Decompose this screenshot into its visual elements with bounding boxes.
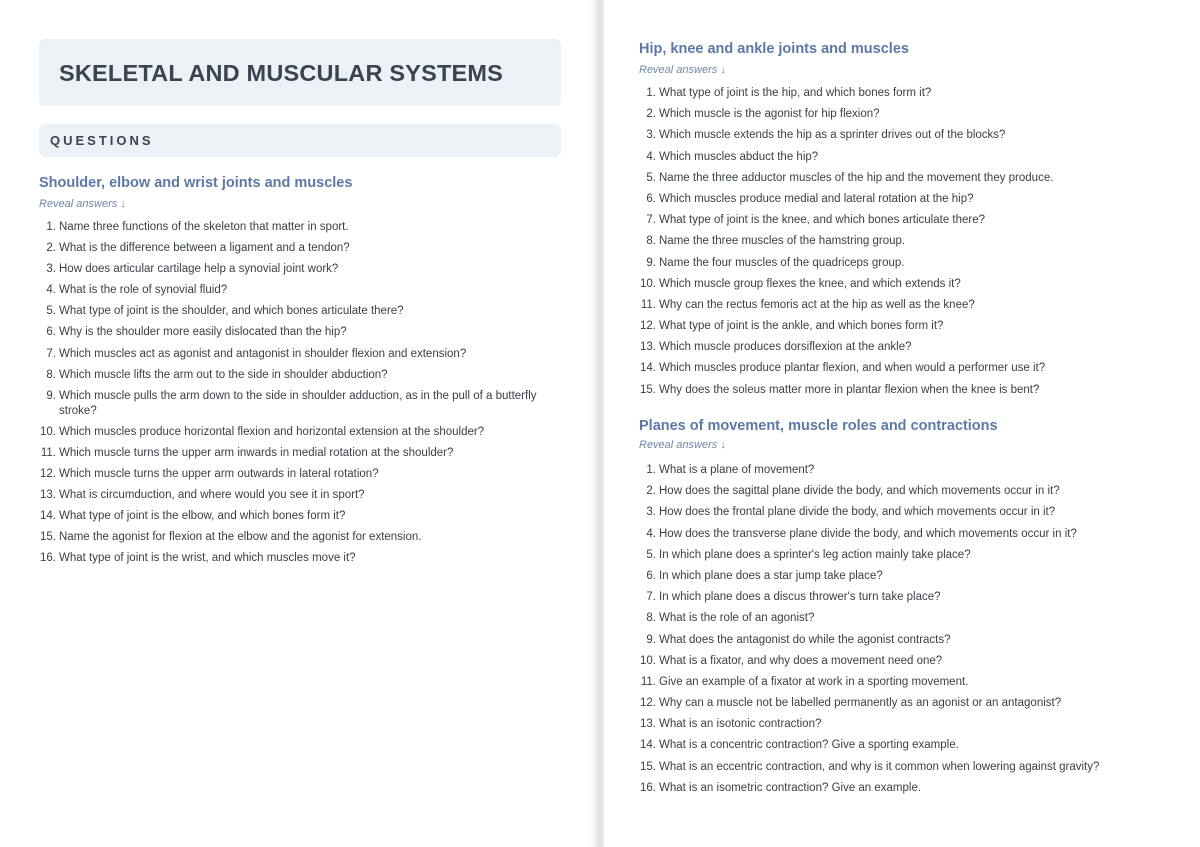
question-item — [639, 383, 1179, 398]
question-number: 9. — [46, 389, 56, 402]
question-item — [639, 696, 1179, 711]
question-item — [39, 467, 559, 482]
question-text: Which muscle produces dorsiflexion at the ankle? — [659, 341, 912, 354]
section-title-hip: Hip, knee and ankle joints and muscles — [639, 41, 909, 57]
question-text: In which plane does a sprinter's leg action mainly take place? — [659, 548, 971, 561]
question-text: What is circumduction, and where would you see it in sport? — [59, 489, 365, 502]
question-text: What is an eccentric contraction, and why is it common when lowering against gravity? — [659, 760, 1100, 773]
question-item — [639, 192, 1179, 207]
question-item — [639, 171, 1179, 186]
question-number: 2. — [646, 485, 656, 498]
question-number: 4. — [646, 527, 656, 540]
question-item — [639, 319, 1179, 334]
question-number: 4. — [646, 150, 656, 163]
questions-heading: QUESTIONS — [50, 133, 154, 148]
question-text: What does the antagonist do while the agonist contracts? — [659, 633, 951, 646]
question-item — [639, 675, 1179, 690]
question-text: What type of joint is the wrist, and which muscles move it? — [59, 552, 356, 565]
question-item — [39, 220, 559, 235]
question-number: 13. — [640, 718, 656, 731]
question-text: How does articular cartilage help a synovial joint work? — [59, 263, 339, 276]
question-text: Why can a muscle not be labelled permanently as an agonist or an antagonist? — [659, 697, 1062, 710]
question-list-shoulder — [39, 220, 559, 573]
question-item — [639, 340, 1179, 355]
question-number: 2. — [46, 242, 56, 255]
reveal-answers-link-hip[interactable]: Reveal answers ↓ — [639, 64, 726, 76]
question-text: Name the agonist for flexion at the elbow and the agonist for extension. — [59, 531, 422, 544]
section-title-planes: Planes of movement, muscle roles and contractions — [639, 418, 998, 434]
question-text: What type of joint is the ankle, and which bones form it? — [659, 320, 944, 333]
question-number: 9. — [646, 256, 656, 269]
question-text: What is the role of an agonist? — [659, 612, 815, 625]
question-text: Which muscle turns the upper arm inwards in medial rotation at the shoulder? — [59, 446, 454, 459]
question-item — [39, 446, 559, 461]
question-number: 3. — [46, 263, 56, 276]
question-text: Which muscle lifts the arm out to the side in shoulder abduction? — [59, 368, 388, 381]
question-text: What type of joint is the shoulder, and which bones articulate there? — [59, 305, 404, 318]
question-text: What is the difference between a ligament and a tendon? — [59, 242, 350, 255]
question-item — [639, 277, 1179, 292]
question-text: What is an isotonic contraction? — [659, 718, 822, 731]
question-text: Which muscles produce medial and lateral rotation at the hip? — [659, 192, 974, 205]
question-text: Name the four muscles of the quadriceps group. — [659, 256, 905, 269]
question-number: 15. — [40, 531, 56, 544]
question-item — [39, 325, 559, 340]
question-number: 7. — [646, 214, 656, 227]
question-text: What is a plane of movement? — [659, 464, 815, 476]
question-text: Why is the shoulder more easily dislocated than the hip? — [59, 326, 347, 339]
question-number: 4. — [46, 284, 56, 297]
question-item — [639, 484, 1179, 499]
question-item — [39, 509, 559, 524]
question-number: 13. — [40, 489, 56, 502]
question-number: 11. — [640, 675, 656, 688]
question-number: 11. — [40, 446, 56, 459]
question-item — [39, 283, 559, 298]
question-number: 11. — [640, 298, 656, 311]
question-list-planes — [639, 463, 1179, 802]
question-text: Name three functions of the skeleton that matter in sport. — [59, 221, 349, 233]
question-item — [639, 548, 1179, 563]
question-item — [39, 241, 559, 256]
question-item — [39, 425, 559, 440]
question-item — [639, 738, 1179, 753]
question-number: 14. — [640, 739, 656, 752]
question-number: 8. — [646, 235, 656, 248]
question-text: In which plane does a discus thrower's turn take place? — [659, 591, 941, 604]
question-text: What is a concentric contraction? Give a sporting example. — [659, 739, 959, 752]
question-text: How does the frontal plane divide the body, and which movements occur in it? — [659, 506, 1056, 519]
question-text: In which plane does a star jump take place? — [659, 569, 883, 582]
question-item — [639, 527, 1179, 542]
page-title: SKELETAL AND MUSCULAR SYSTEMS — [59, 60, 504, 86]
question-number: 7. — [646, 591, 656, 604]
question-text: Give an example of a fixator at work in a sporting movement. — [659, 675, 969, 688]
question-text: Name the three muscles of the hamstring group. — [659, 235, 906, 248]
question-item — [639, 150, 1179, 165]
question-number: 10. — [640, 277, 656, 290]
question-number: 8. — [646, 612, 656, 625]
question-number: 14. — [640, 362, 656, 375]
question-text: Name the three adductor muscles of the hip and the movement they produce. — [659, 171, 1054, 184]
question-number: 9. — [646, 633, 656, 646]
question-item — [639, 463, 1179, 478]
question-number: 10. — [640, 654, 656, 667]
question-text: What is a fixator, and why does a movement need one? — [659, 654, 943, 667]
question-number: 15. — [640, 383, 656, 396]
question-number: 14. — [40, 510, 56, 523]
question-item — [639, 107, 1179, 122]
question-number: 13. — [640, 341, 656, 354]
question-text: Which muscle extends the hip as a sprinter drives out of the blocks? — [659, 129, 1006, 142]
title-banner — [39, 39, 561, 106]
question-number: 5. — [646, 548, 656, 561]
question-text: Which muscle group flexes the knee, and which extends it? — [659, 277, 961, 290]
right-page — [604, 0, 1200, 847]
question-number: 12. — [640, 697, 656, 710]
reveal-answers-link-planes[interactable]: Reveal answers ↓ — [639, 439, 726, 451]
question-item — [39, 551, 559, 566]
question-item — [639, 213, 1179, 228]
question-item — [639, 781, 1179, 796]
question-text: Why can the rectus femoris act at the hip as well as the knee? — [659, 298, 975, 311]
question-text: Why does the soleus matter more in plantar flexion when the knee is bent? — [659, 383, 1040, 396]
question-text: How does the sagittal plane divide the body, and which movements occur in it? — [659, 485, 1060, 498]
reveal-answers-link-shoulder[interactable]: Reveal answers ↓ — [39, 198, 126, 210]
question-number: 10. — [40, 425, 56, 438]
question-item — [639, 633, 1179, 648]
question-number: 16. — [640, 781, 656, 794]
question-item — [639, 590, 1179, 605]
question-number: 3. — [646, 129, 656, 142]
question-number: 6. — [646, 192, 656, 205]
question-item — [39, 488, 559, 503]
question-number: 7. — [46, 347, 56, 360]
question-number: 1. — [646, 464, 656, 476]
question-item — [39, 347, 559, 362]
question-item — [639, 654, 1179, 669]
section-title-shoulder: Shoulder, elbow and wrist joints and muscles — [39, 175, 353, 191]
question-item — [39, 304, 559, 319]
question-text: Which muscles act as agonist and antagonist in shoulder flexion and extension? — [59, 347, 467, 360]
question-text: Which muscles produce plantar flexion, and when would a performer use it? — [659, 362, 1046, 375]
questions-banner — [39, 124, 561, 157]
question-number: 1. — [46, 221, 56, 233]
question-text: Which muscles abduct the hip? — [659, 150, 819, 163]
question-text: Which muscle turns the upper arm outwards in lateral rotation? — [59, 468, 379, 481]
question-text: What is an isometric contraction? Give an example. — [659, 781, 922, 794]
question-text: Which muscle is the agonist for hip flexion? — [659, 108, 880, 121]
question-number: 6. — [46, 326, 56, 339]
question-item — [639, 611, 1179, 626]
question-item — [39, 368, 559, 383]
question-number: 15. — [640, 760, 656, 773]
question-text: What type of joint is the knee, and which bones articulate there? — [659, 214, 986, 227]
question-list-hip — [639, 86, 1179, 404]
question-item — [639, 128, 1179, 143]
question-number: 12. — [40, 468, 56, 481]
question-item — [39, 389, 559, 419]
question-item — [639, 234, 1179, 249]
question-item — [639, 86, 1179, 101]
question-item — [639, 298, 1179, 313]
question-text: Which muscles produce horizontal flexion and horizontal extension at the shoulder? — [59, 425, 485, 438]
question-text: What type of joint is the elbow, and which bones form it? — [59, 510, 346, 523]
question-number: 5. — [46, 305, 56, 318]
question-text: Which muscle pulls the arm down to the side in shoulder adduction, as in the pull of a butterfly stroke? — [59, 389, 537, 417]
question-text: What is the role of synovial fluid? — [59, 284, 228, 297]
question-number: 2. — [646, 108, 656, 121]
question-number: 6. — [646, 569, 656, 582]
question-number: 3. — [646, 506, 656, 519]
question-text: How does the transverse plane divide the body, and which movements occur in it? — [659, 527, 1077, 540]
question-item — [639, 760, 1179, 775]
question-number: 5. — [646, 171, 656, 184]
left-page — [0, 0, 596, 847]
question-number: 8. — [46, 368, 56, 381]
question-item — [639, 361, 1179, 376]
question-item — [639, 256, 1179, 271]
question-item — [39, 262, 559, 277]
question-item — [639, 717, 1179, 732]
question-number: 1. — [646, 87, 656, 99]
question-number: 16. — [40, 552, 56, 565]
question-item — [639, 505, 1179, 520]
question-number: 12. — [640, 320, 656, 333]
question-text: What type of joint is the hip, and which bones form it? — [659, 87, 932, 99]
question-item — [639, 569, 1179, 584]
question-item — [39, 530, 559, 545]
